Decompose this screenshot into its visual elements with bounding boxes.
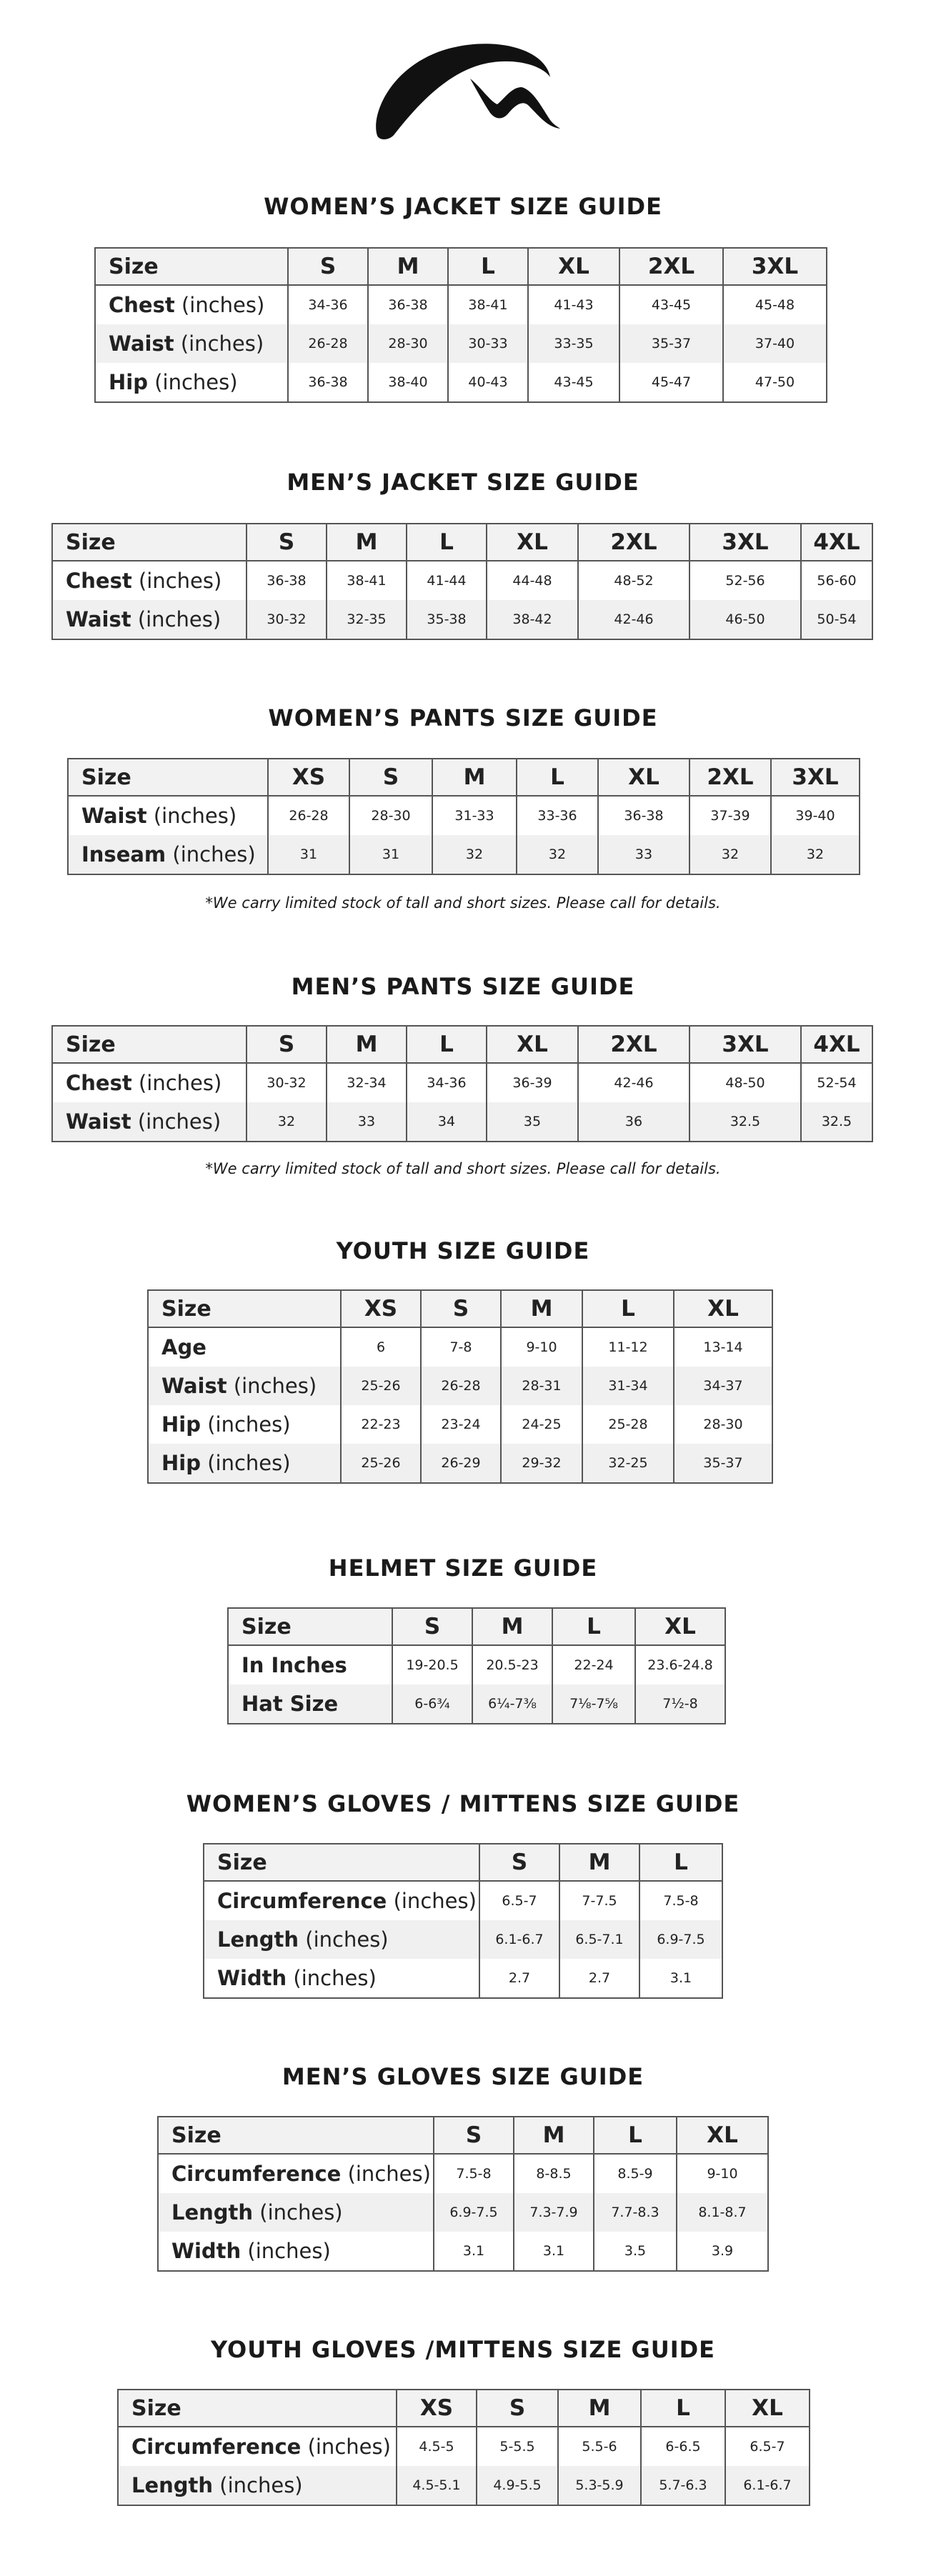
table-row bbox=[148, 1444, 772, 1483]
table-cell: 34-36 bbox=[288, 285, 368, 324]
helmet-table bbox=[227, 1607, 726, 1724]
table-cell: 45-47 bbox=[619, 363, 723, 402]
table-row bbox=[158, 2193, 768, 2232]
table-cell: 36-39 bbox=[487, 1063, 578, 1102]
row-unit: (inches) bbox=[207, 1451, 291, 1475]
table-cell: 6.5-7 bbox=[725, 2427, 810, 2466]
row-unit: (inches) bbox=[181, 293, 265, 317]
row-label: Hip bbox=[161, 1412, 201, 1437]
row-label: Hip bbox=[109, 370, 148, 394]
table-cell: 3.5 bbox=[594, 2232, 677, 2271]
row-label: Circumference bbox=[217, 1889, 387, 1913]
table-cell: 7-7.5 bbox=[559, 1881, 639, 1920]
header-cell: XL bbox=[487, 524, 578, 561]
header-cell: XS bbox=[397, 2390, 477, 2427]
table-cell: 6-6.5 bbox=[641, 2427, 725, 2466]
table-cell: 26-28 bbox=[421, 1367, 501, 1405]
table-cell: 7⅛-7⅝ bbox=[552, 1684, 635, 1724]
table-cell: 26-28 bbox=[288, 324, 368, 363]
row-label: Circumference bbox=[171, 2162, 342, 2186]
header-cell: Size bbox=[204, 1844, 479, 1881]
table-cell: 33-35 bbox=[528, 324, 619, 363]
table-row bbox=[204, 1959, 722, 1998]
table-cell: 56-60 bbox=[801, 561, 872, 600]
table-cell: 32-34 bbox=[327, 1063, 407, 1102]
header-cell: M bbox=[501, 1290, 582, 1327]
row-unit: (inches) bbox=[154, 370, 238, 394]
table-cell: 23-24 bbox=[421, 1405, 501, 1444]
table-cell: 2.7 bbox=[559, 1959, 639, 1998]
table-cell: 43-45 bbox=[619, 285, 723, 324]
table-cell: 43-45 bbox=[528, 363, 619, 402]
row-unit: (inches) bbox=[137, 1109, 221, 1134]
table-cell: 36-38 bbox=[247, 561, 327, 600]
table-cell: 36 bbox=[578, 1102, 689, 1142]
row-label: Waist bbox=[161, 1374, 227, 1398]
header-cell: 2XL bbox=[578, 524, 689, 561]
row-label: Chest bbox=[109, 293, 175, 317]
header-cell: XL bbox=[725, 2390, 810, 2427]
row-unit: (inches) bbox=[137, 607, 221, 631]
header-cell: L bbox=[407, 1026, 487, 1063]
table-cell: 44-48 bbox=[487, 561, 578, 600]
header-cell: Size bbox=[52, 524, 247, 561]
row-label: Waist bbox=[109, 331, 174, 356]
header-cell: Size bbox=[158, 2117, 434, 2154]
row-unit: (inches) bbox=[307, 2435, 391, 2459]
row-unit: (inches) bbox=[259, 2200, 343, 2225]
table-cell: 28-31 bbox=[501, 1367, 582, 1405]
row-unit: (inches) bbox=[233, 1374, 317, 1398]
header-cell: XL bbox=[598, 759, 689, 796]
header-cell: S bbox=[434, 2117, 514, 2154]
table-cell: 25-26 bbox=[341, 1367, 421, 1405]
table-cell: 4.5-5.1 bbox=[397, 2466, 477, 2505]
header-cell: L bbox=[641, 2390, 725, 2427]
table-cell: 6.5-7 bbox=[479, 1881, 559, 1920]
header-cell: L bbox=[552, 1608, 635, 1645]
header-cell: S bbox=[479, 1844, 559, 1881]
header-cell: Size bbox=[52, 1026, 247, 1063]
womens-jacket-table bbox=[94, 247, 827, 403]
table-cell: 25-26 bbox=[341, 1444, 421, 1483]
table-cell: 41-43 bbox=[528, 285, 619, 324]
row-label: Inseam bbox=[81, 842, 166, 867]
table-cell: 2.7 bbox=[479, 1959, 559, 1998]
header-cell: Size bbox=[118, 2390, 397, 2427]
table-cell: 6.1-6.7 bbox=[479, 1920, 559, 1959]
header-cell: M bbox=[559, 1844, 639, 1881]
header-cell: M bbox=[514, 2117, 594, 2154]
row-label: Hip bbox=[161, 1451, 201, 1475]
section-title-womens-jacket: WOMEN’S JACKET SIZE GUIDE bbox=[264, 193, 662, 220]
row-unit: (inches) bbox=[393, 1889, 477, 1913]
table-row bbox=[118, 2427, 810, 2466]
table-cell: 42-46 bbox=[578, 1063, 689, 1102]
row-unit: (inches) bbox=[207, 1412, 291, 1437]
table-cell: 48-50 bbox=[689, 1063, 801, 1102]
table-cell: 52-54 bbox=[801, 1063, 872, 1102]
row-label: In Inches bbox=[242, 1653, 347, 1677]
table-cell: 31 bbox=[268, 835, 349, 874]
header-cell: 4XL bbox=[801, 1026, 872, 1063]
table-cell: 6.5-7.1 bbox=[559, 1920, 639, 1959]
table-cell: 30-32 bbox=[247, 1063, 327, 1102]
table-cell: 6.1-6.7 bbox=[725, 2466, 810, 2505]
table-cell: 52-56 bbox=[689, 561, 801, 600]
table-cell: 32-35 bbox=[327, 600, 407, 639]
table-row bbox=[148, 1327, 772, 1367]
section-title-mens-gloves: MEN’S GLOVES SIZE GUIDE bbox=[282, 2063, 644, 2090]
table-cell: 35-37 bbox=[674, 1444, 772, 1483]
table-cell: 6 bbox=[341, 1327, 421, 1367]
table-cell: 35-37 bbox=[619, 324, 723, 363]
table-cell: 38-42 bbox=[487, 600, 578, 639]
row-label: Width bbox=[217, 1966, 287, 1990]
header-cell: S bbox=[421, 1290, 501, 1327]
header-cell: S bbox=[392, 1608, 472, 1645]
table-cell: 5.3-5.9 bbox=[558, 2466, 641, 2505]
header-cell: 3XL bbox=[689, 524, 801, 561]
table-cell: 32 bbox=[771, 835, 860, 874]
table-cell: 7½-8 bbox=[635, 1684, 725, 1724]
table-cell: 35-38 bbox=[407, 600, 487, 639]
mens-pants-note: *We carry limited stock of tall and short sizes. Please call for details. bbox=[205, 1160, 721, 1177]
row-label: Waist bbox=[66, 607, 131, 631]
header-cell: 3XL bbox=[771, 759, 860, 796]
table-cell: 31-34 bbox=[582, 1367, 674, 1405]
row-label: Circumference bbox=[131, 2435, 302, 2459]
table-cell: 5.7-6.3 bbox=[641, 2466, 725, 2505]
table-cell: 6.9-7.5 bbox=[434, 2193, 514, 2232]
youth-table bbox=[147, 1289, 773, 1484]
table-cell: 31 bbox=[349, 835, 432, 874]
header-cell: 2XL bbox=[619, 248, 723, 285]
header-cell: Size bbox=[148, 1290, 341, 1327]
header-cell: M bbox=[472, 1608, 552, 1645]
table-cell: 36-38 bbox=[288, 363, 368, 402]
table-cell: 50-54 bbox=[801, 600, 872, 639]
table-row bbox=[52, 1063, 872, 1102]
table-cell: 3.9 bbox=[677, 2232, 768, 2271]
section-title-womens-pants: WOMEN’S PANTS SIZE GUIDE bbox=[268, 704, 658, 732]
table-cell: 42-46 bbox=[578, 600, 689, 639]
table-cell: 33-36 bbox=[517, 796, 598, 835]
section-title-helmet: HELMET SIZE GUIDE bbox=[328, 1554, 598, 1582]
row-unit: (inches) bbox=[153, 804, 237, 828]
table-cell: 28-30 bbox=[674, 1405, 772, 1444]
table-cell: 34-37 bbox=[674, 1367, 772, 1405]
header-cell: M bbox=[327, 524, 407, 561]
row-label: Hat Size bbox=[242, 1692, 339, 1716]
table-cell: 32 bbox=[689, 835, 771, 874]
header-cell: M bbox=[327, 1026, 407, 1063]
table-cell: 32.5 bbox=[801, 1102, 872, 1142]
table-cell: 32.5 bbox=[689, 1102, 801, 1142]
header-cell: M bbox=[558, 2390, 641, 2427]
header-cell: M bbox=[432, 759, 517, 796]
table-row bbox=[158, 2154, 768, 2193]
mens-pants-table bbox=[51, 1025, 873, 1142]
header-cell: L bbox=[407, 524, 487, 561]
table-cell: 7.7-8.3 bbox=[594, 2193, 677, 2232]
table-cell: 25-28 bbox=[582, 1405, 674, 1444]
table-cell: 45-48 bbox=[723, 285, 827, 324]
row-label: Length bbox=[217, 1927, 299, 1952]
table-cell: 37-39 bbox=[689, 796, 771, 835]
row-unit: (inches) bbox=[219, 2473, 303, 2497]
table-cell: 11-12 bbox=[582, 1327, 674, 1367]
section-title-youth-gloves: YOUTH GLOVES /MITTENS SIZE GUIDE bbox=[210, 2336, 716, 2363]
header-cell: Size bbox=[95, 248, 288, 285]
table-row bbox=[52, 600, 872, 639]
header-cell: 4XL bbox=[801, 524, 872, 561]
table-cell: 32 bbox=[432, 835, 517, 874]
table-cell: 37-40 bbox=[723, 324, 827, 363]
table-row bbox=[95, 363, 827, 402]
header-cell: XL bbox=[677, 2117, 768, 2154]
table-cell: 36-38 bbox=[598, 796, 689, 835]
table-row bbox=[52, 1102, 872, 1142]
table-cell: 19-20.5 bbox=[392, 1645, 472, 1684]
table-row bbox=[95, 324, 827, 363]
header-cell: Size bbox=[228, 1608, 392, 1645]
table-cell: 41-44 bbox=[407, 561, 487, 600]
table-cell: 28-30 bbox=[368, 324, 448, 363]
table-row bbox=[95, 285, 827, 324]
table-cell: 23.6-24.8 bbox=[635, 1645, 725, 1684]
table-cell: 22-24 bbox=[552, 1645, 635, 1684]
mens-gloves-table bbox=[157, 2116, 769, 2272]
header-cell: L bbox=[594, 2117, 677, 2154]
table-row bbox=[228, 1684, 725, 1724]
header-cell: 2XL bbox=[689, 759, 771, 796]
row-unit: (inches) bbox=[305, 1927, 389, 1952]
table-cell: 47-50 bbox=[723, 363, 827, 402]
header-cell: L bbox=[448, 248, 528, 285]
table-cell: 3.1 bbox=[434, 2232, 514, 2271]
table-row bbox=[158, 2232, 768, 2271]
table-cell: 8-8.5 bbox=[514, 2154, 594, 2193]
table-cell: 8.5-9 bbox=[594, 2154, 677, 2193]
header-cell: L bbox=[639, 1844, 722, 1881]
header-cell: S bbox=[477, 2390, 558, 2427]
row-unit: (inches) bbox=[247, 2239, 331, 2263]
table-cell: 3.1 bbox=[514, 2232, 594, 2271]
table-cell: 36-38 bbox=[368, 285, 448, 324]
table-cell: 39-40 bbox=[771, 796, 860, 835]
table-cell: 22-23 bbox=[341, 1405, 421, 1444]
row-unit: (inches) bbox=[347, 2162, 431, 2186]
table-cell: 7-8 bbox=[421, 1327, 501, 1367]
table-row bbox=[148, 1405, 772, 1444]
table-cell: 8.1-8.7 bbox=[677, 2193, 768, 2232]
table-cell: 28-30 bbox=[349, 796, 432, 835]
header-cell: S bbox=[288, 248, 368, 285]
row-unit: (inches) bbox=[180, 331, 264, 356]
table-cell: 6-6¾ bbox=[392, 1684, 472, 1724]
table-cell: 7.5-8 bbox=[434, 2154, 514, 2193]
table-cell: 48-52 bbox=[578, 561, 689, 600]
section-title-mens-pants: MEN’S PANTS SIZE GUIDE bbox=[291, 973, 635, 1000]
table-row bbox=[118, 2466, 810, 2505]
table-cell: 5.5-6 bbox=[558, 2427, 641, 2466]
table-cell: 32-25 bbox=[582, 1444, 674, 1483]
table-cell: 33 bbox=[327, 1102, 407, 1142]
row-label: Age bbox=[161, 1335, 206, 1359]
section-title-mens-jacket: MEN’S JACKET SIZE GUIDE bbox=[287, 469, 639, 496]
row-label: Chest bbox=[66, 569, 132, 593]
header-cell: XS bbox=[341, 1290, 421, 1327]
table-cell: 4.9-5.5 bbox=[477, 2466, 558, 2505]
table-row bbox=[204, 1920, 722, 1959]
womens-gloves-table bbox=[203, 1843, 723, 1999]
header-cell: Size bbox=[68, 759, 268, 796]
table-cell: 38-40 bbox=[368, 363, 448, 402]
table-cell: 7.5-8 bbox=[639, 1881, 722, 1920]
table-cell: 5-5.5 bbox=[477, 2427, 558, 2466]
header-cell: 2XL bbox=[578, 1026, 689, 1063]
table-row bbox=[52, 561, 872, 600]
table-cell: 32 bbox=[517, 835, 598, 874]
row-unit: (inches) bbox=[172, 842, 256, 867]
table-cell: 31-33 bbox=[432, 796, 517, 835]
header-cell: L bbox=[582, 1290, 674, 1327]
table-cell: 26-28 bbox=[268, 796, 349, 835]
table-cell: 30-32 bbox=[247, 600, 327, 639]
header-cell: XS bbox=[268, 759, 349, 796]
table-cell: 38-41 bbox=[448, 285, 528, 324]
womens-pants-note: *We carry limited stock of tall and short sizes. Please call for details. bbox=[205, 894, 721, 912]
header-cell: S bbox=[349, 759, 432, 796]
table-cell: 7.3-7.9 bbox=[514, 2193, 594, 2232]
table-row bbox=[68, 796, 860, 835]
header-cell: L bbox=[517, 759, 598, 796]
row-label: Length bbox=[131, 2473, 214, 2497]
row-unit: (inches) bbox=[293, 1966, 377, 1990]
table-cell: 34 bbox=[407, 1102, 487, 1142]
table-cell: 32 bbox=[247, 1102, 327, 1142]
table-row bbox=[68, 835, 860, 874]
table-cell: 34-36 bbox=[407, 1063, 487, 1102]
womens-pants-table bbox=[67, 758, 860, 875]
row-unit: (inches) bbox=[138, 1071, 222, 1095]
row-label: Chest bbox=[66, 1071, 132, 1095]
header-cell: M bbox=[368, 248, 448, 285]
row-unit: (inches) bbox=[138, 569, 222, 593]
table-cell: 38-41 bbox=[327, 561, 407, 600]
table-cell: 33 bbox=[598, 835, 689, 874]
table-cell: 6.9-7.5 bbox=[639, 1920, 722, 1959]
header-cell: S bbox=[247, 524, 327, 561]
youth-gloves-table bbox=[117, 2389, 810, 2506]
table-cell: 24-25 bbox=[501, 1405, 582, 1444]
table-cell: 46-50 bbox=[689, 600, 801, 639]
table-cell: 40-43 bbox=[448, 363, 528, 402]
row-label: Waist bbox=[66, 1109, 131, 1134]
table-row bbox=[204, 1881, 722, 1920]
row-label: Waist bbox=[81, 804, 147, 828]
header-cell: 3XL bbox=[723, 248, 827, 285]
table-cell: 20.5-23 bbox=[472, 1645, 552, 1684]
section-title-womens-gloves: WOMEN’S GLOVES / MITTENS SIZE GUIDE bbox=[186, 1790, 740, 1817]
table-row bbox=[228, 1645, 725, 1684]
table-cell: 9-10 bbox=[677, 2154, 768, 2193]
header-cell: 3XL bbox=[689, 1026, 801, 1063]
header-cell: XL bbox=[635, 1608, 725, 1645]
table-cell: 30-33 bbox=[448, 324, 528, 363]
table-cell: 4.5-5 bbox=[397, 2427, 477, 2466]
section-title-youth: YOUTH SIZE GUIDE bbox=[336, 1237, 590, 1264]
mountain-logo bbox=[363, 36, 563, 143]
row-label: Length bbox=[171, 2200, 254, 2225]
mens-jacket-table bbox=[51, 523, 873, 640]
table-cell: 9-10 bbox=[501, 1327, 582, 1367]
table-cell: 13-14 bbox=[674, 1327, 772, 1367]
header-cell: XL bbox=[674, 1290, 772, 1327]
table-cell: 3.1 bbox=[639, 1959, 722, 1998]
header-cell: XL bbox=[528, 248, 619, 285]
table-cell: 29-32 bbox=[501, 1444, 582, 1483]
table-cell: 35 bbox=[487, 1102, 578, 1142]
header-cell: XL bbox=[487, 1026, 578, 1063]
header-cell: S bbox=[247, 1026, 327, 1063]
table-row bbox=[148, 1367, 772, 1405]
table-cell: 26-29 bbox=[421, 1444, 501, 1483]
table-cell: 6¼-7⅜ bbox=[472, 1684, 552, 1724]
row-label: Width bbox=[171, 2239, 242, 2263]
